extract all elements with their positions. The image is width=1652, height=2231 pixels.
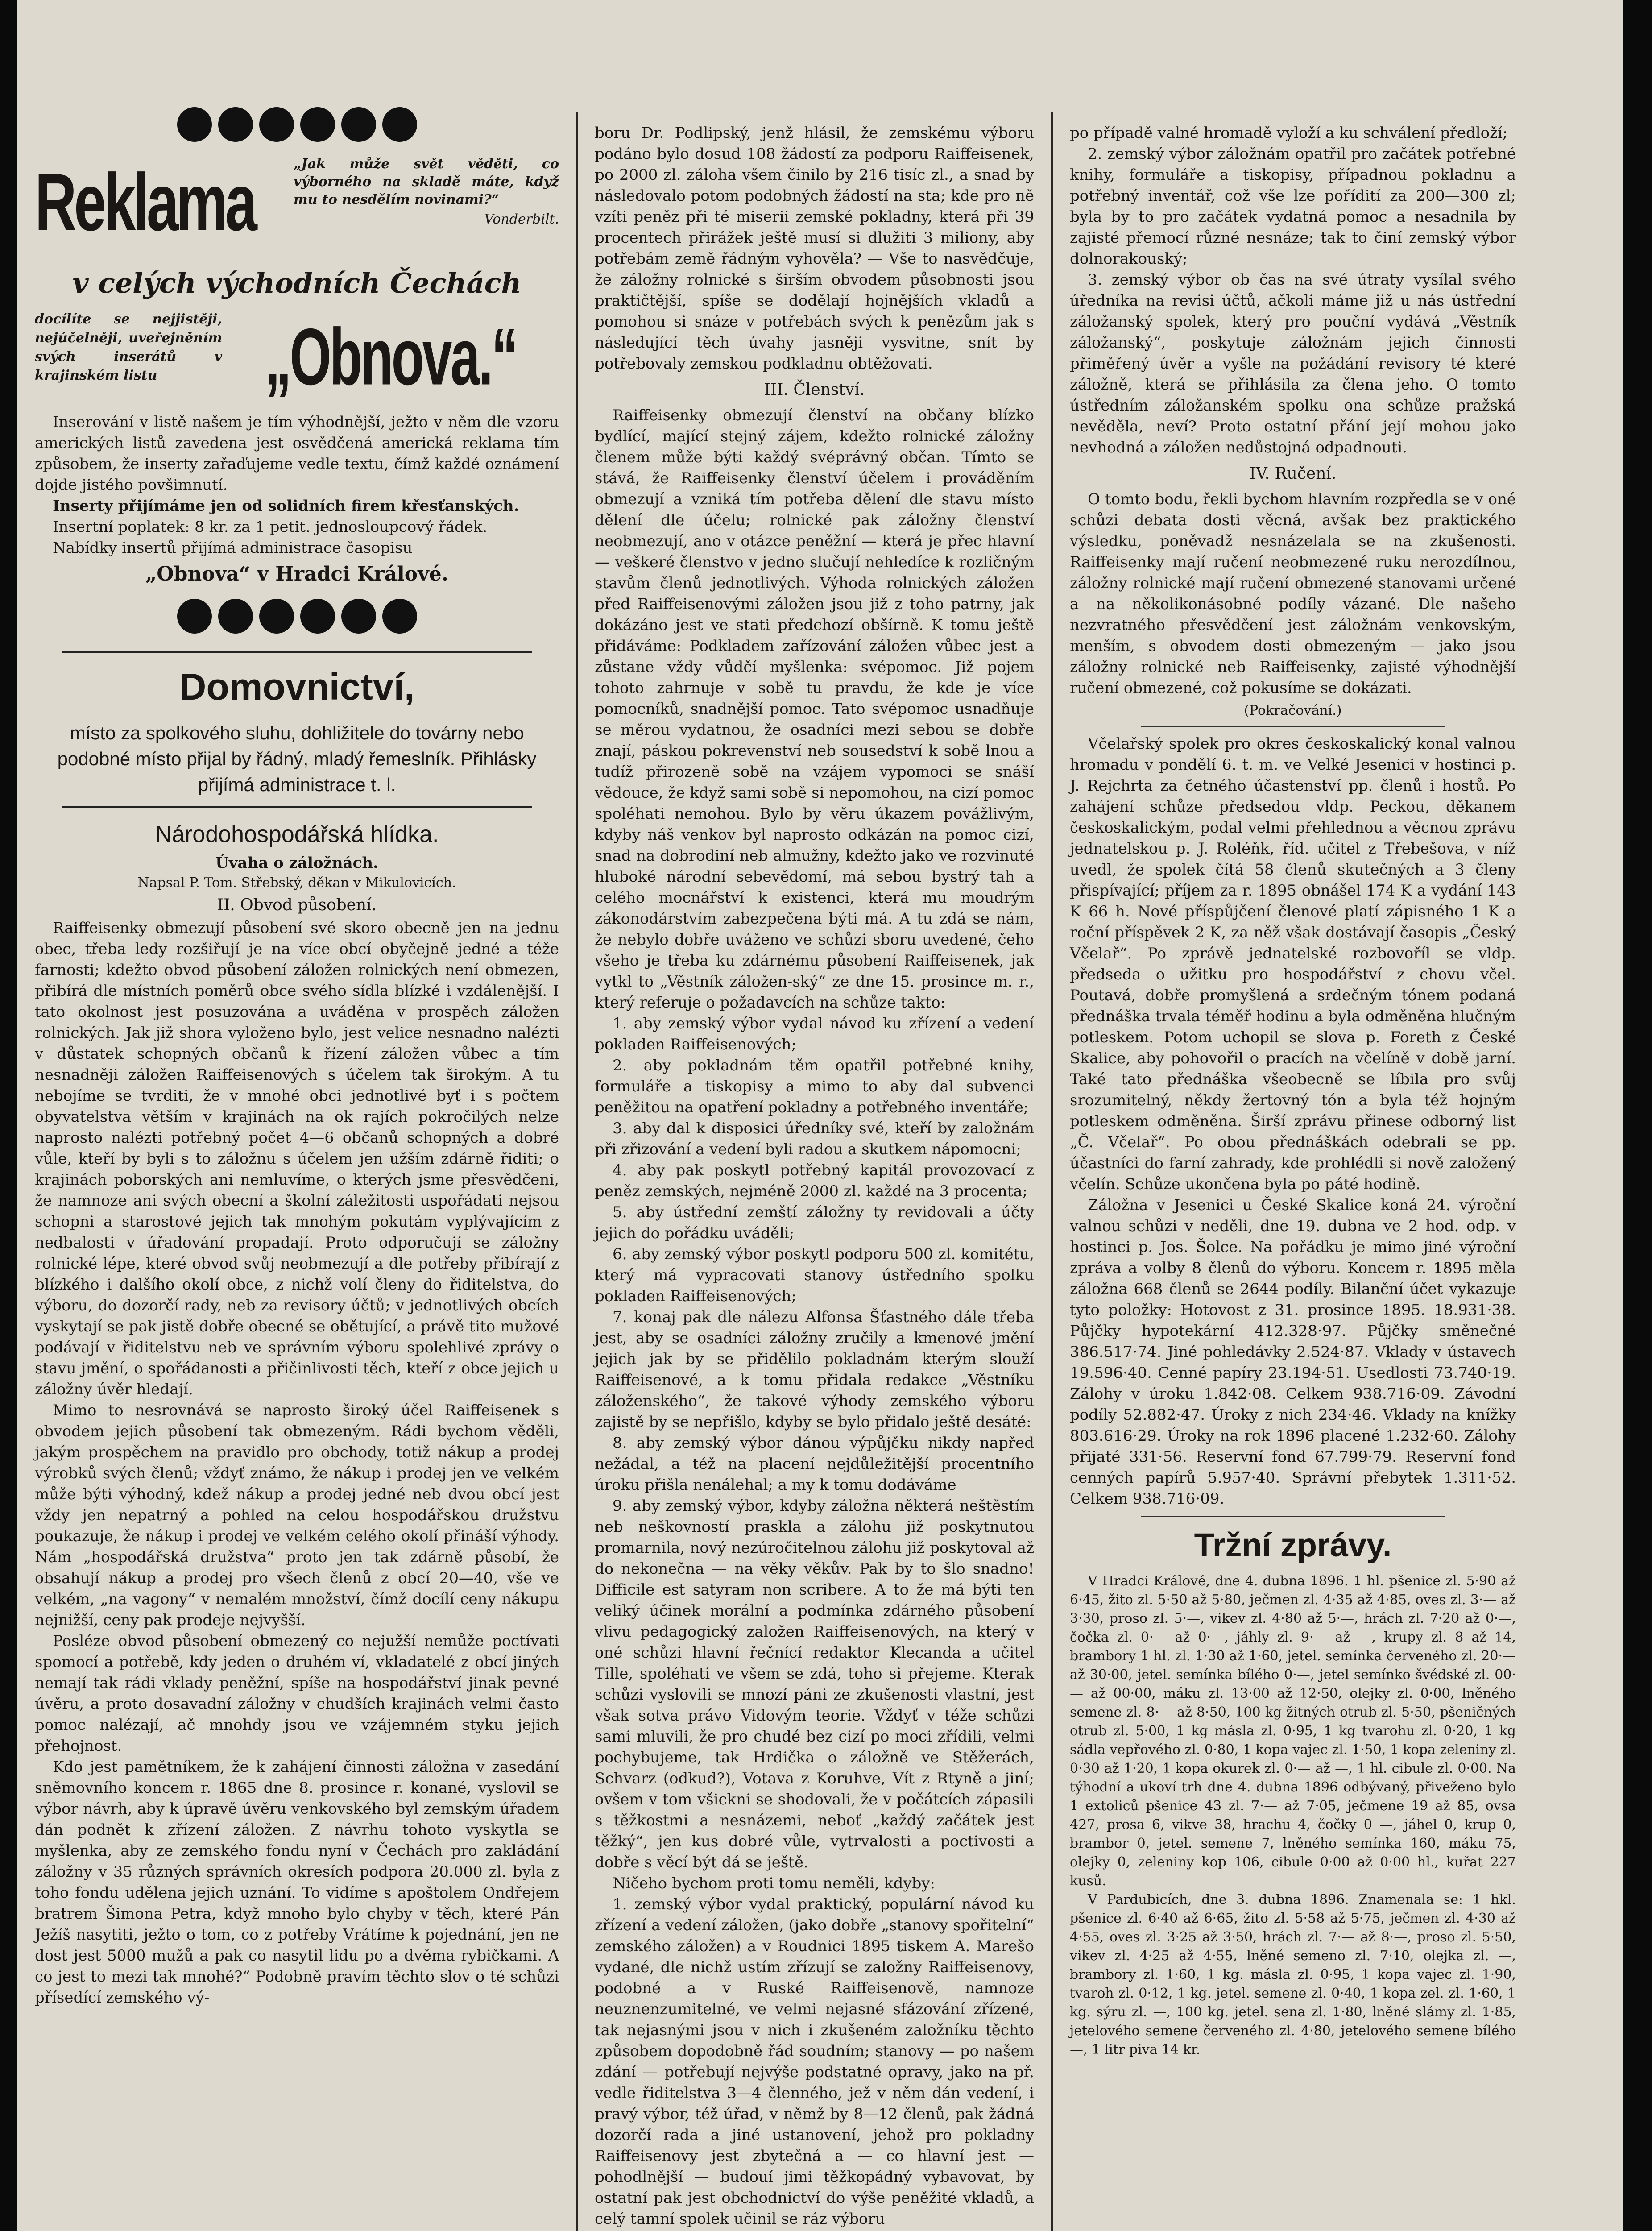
article-paragraph: O tomto bodu, řekli bychom hlavním rozpředla se v oné schůzi debata dosti věcná, avšak bez praktického výsledku, poněvadž nesnázelala se na zkušenosti. Raiffeisenky mají ručení neobmezené ruku nerozdílnou, záložny rolnické mají ručení obmezené stanovami určené a na několikonásobné podíly vázané. Dle našeho nezvratného přesvědčení jest záložnám venkovským, menším, s obvodem dosti obmezeným — jako jsou záložny rolnické neb Raiffeisenky, zajisté výhodnější ručení obmezené, což pokusíme se dokázati. (1070, 490, 1516, 697)
continued-note: (Pokračování.) (1244, 703, 1342, 718)
ad-job-text: místo za spolkového sluhu, dohližitele do továrny nebo podobné místo přijal by řádný, mladý řemeslník. Přihlásky přijímá administrace t. l. (57, 722, 537, 795)
section-paragraph: Mimo to nesrovnává se naprosto široký účel Raiffeisenek s obvodem jejich působení tak obmezeným. Rádi bychom věděli, jakým prospěchem na pravidlo pro obchody, totiž nákup a prodej výrobků svých členů; vždyť známo, že nákup i prodej jen ve velkém může býti výhodný, kdež nákup a prodej jedné neb dvou obcí jest vždy jen nepatrný a pohled na celou hospodářskou družstvu poukazuje, že nákup i prodej ve velkém celého okolí přináší výhody. Nám „hospodářská družstva“ proto jen tak zdárně působí, že obsahují nákup a prodej pro všech členů z obcí 20—40, vše ve velkém, „na vagony“ v nemalém množství, čímž docílí ceny nákupu nejnižší, ceny pak prodeje nejvyšší. (35, 1402, 559, 1629)
list-item: 2. aby pokladnám těm opatřil potřebné knihy, formuláře a tiskopisy a mimo to aby dal subvenci peněžitou na opatření pokladny a potřebného inventáře; (595, 1057, 1034, 1116)
list-item: 8. aby zemský výbor dánou výpůjčku nikdy napřed nežádal, a též na placení nejdůležitější procentního úroku přišla nenálehal; a my k tomu dodáváme (595, 1434, 1034, 1494)
list-item: 3. zemský výbor ob čas na své útraty vysílal svého úředníka na revisi účtů, ačkoli máme již u nás ústřední záložanský spolek, který pro pouční vydává „Věstník záložanský“, poskytuje záložnám jejich činnosti přiměřený úvěr a vyšle na požádání revisory té které záložně, která se přihlásila za člena jeho. O tomto ústředním záložanském spolku ona schůze pražská nevěděla, neví? Proto ostatní přání její mohou jako nevhodná a záložen nedůstojná odpadnouti. (1070, 271, 1516, 456)
chapter-heading: III. Členství. (764, 381, 865, 399)
market-report-pardubice: V Pardubicích, dne 3. dubna 1896. Znamenala se: 1 hkl. pšenice zl. 6·40 až 6·65, žito zl. 5·58 až 5·75, ječmen zl. 4·30 až 4·55, oves zl. 3·25 až 3·50, hrách zl. 7·— až 8·—, proso zl. 5·50, vikev zl. 4·25 až 4·55, lněné semeno zl. 7·10, olejka zl. —, brambory zl. 1·60, 1 kg. másla zl. 0·95, 1 kopa vajec zl. 1·90, tvaroh zl. 0·12, 1 kg. jetel. semene zl. 0·40, 1 kopa zel. zl. 1·60, 1 kg. sýru zl. —, 100 kg. jetel. sena zl. 1·80, lněné slámy zl. 1·85, jetelového semene červeného zl. 4·80, jetelového semene bílého —, 1 litr piva 14 kr. (1070, 1892, 1516, 2057)
list-item: 3. aby dal k disposici úředníky své, kteří by založnám při zřizování a vedení byli radou a skutkem nápomocni; (595, 1120, 1034, 1158)
section-header: Národohospodářská hlídka. (155, 821, 439, 847)
divider (62, 806, 532, 808)
column-right (1052, 0, 1534, 2231)
ad-text-3: Insertní poplatek: 8 kr. za 1 petit. jednosloupcový řádek. (53, 518, 488, 536)
list-item: 1. aby zemský výbor vydal návod ku zřízení a vedení pokladen Raiffeisenových; (595, 1015, 1034, 1053)
section-paragraph: Raiffeisenky obmezují působení své skoro obecně jen na jednu obec, třeba ledy rozšiřují je na více obcí obyčejně jedné a téže farnosti; kdežto obvod působení záložen rolnických není obmezen, přibírá dle místních poměrů obce svého sídla blízké i vzdálenější. I tato okolnost jest posuzována a uváděna v prospěch záložen rolnických. Jak již shora vyloženo bylo, jest velice nesnadno nalézti v důstatek schopných občanů k řízení záložen vůbec a tím nesnadněji záložen Raiffeisenových s účelem tak širokým. A tu nebojíme se tvrditi, že v mnohé obci jednotlivé byť i s počtem obyvatelstva větším v krajinách na ok rajích pokročilých nelze naprosto nalézti potřebný počet 4—6 občanů schopných a dobré vůle, kteří by byli s to záložnu s účelem jen užším zdárně řiditi; o krajinách poborských ani nemluvíme, o kterých jsme přesvědčeni, že namnoze ani svých obecní a školní záležitosti uspořádati nejsou schopni a starostové jejich tak mnohým pokutám vyplývajícím z nedbalosti v úřadování propadají. Proto odporučují se záložny rolnické lépe, které obvod svůj neobmezují a dle potřeby přibírají z blízkého i dalšího okolí obce, z nichž volí členy do řiditelstva, do výboru, do dozorčí rady, neb za revisory účtů; v jednotlivých obcích vyskytají se pak jistě dobře obecné se obětující, a právě tito mužové podávají v řiditelstvu neb ve správním výboru spolehlivé zprávy o stavu jmění, o spořádanosti a přičinlivosti těch, kteří z obce jejich u záložny úvěr hledají. (35, 919, 559, 1398)
ad-text-5: „Obnova“ v Hradci Králové. (145, 563, 449, 585)
ad-text-2: Inserty přijímáme jen od solidních firem křesťanských. (53, 497, 519, 515)
ad-quote-author: Vonderbilt. (484, 211, 559, 227)
list-item: 6. aby zemský výbor poskytl podporu 500 zl. komitétu, který má vypracovati stanovy ústředního spolku pokladen Raiffeisenových; (595, 1245, 1034, 1305)
divider (62, 651, 532, 653)
section-subtitle: Úvaha o záložnách. (215, 854, 378, 872)
ad-title: Reklama (35, 156, 255, 248)
divider (1141, 1516, 1445, 1517)
news-zalozna-jesenice: Záložna v Jesenici u České Skalice koná 24. výroční valnou schůzi v neděli, dne 19. dubna ve 2 hod. odp. v hostinci p. Jos. Šolce. Na pořádku je mimo jiné výroční zpráva a volby 8 členů do výboru. Koncem r. 1895 měla záložna 668 členů se 2644 podíly. Bilanční účet vykazuje tyto položky: Hotovost z 31. prosince 1895. 18.931·38. Půjčky hypotekární 412.328·97. Půjčky směnečné 386.517·74. Jiné pohledávky 2.524·87. Vklady v ústavech 19.596·40. Cenné papíry 23.194·51. Usedlosti 73.740·19. Zálohy v úroku 1.842·08. Celkem 938.716·09. Závodní podíly 52.882·47. Úroky z nich 234·46. Vklady na knížky 803.616·29. Úroky na rok 1896 placené 1.232·60. Zálohy přijaté 331·56. Reservní fond 67.799·79. Reservní fond cenných papírů 5.957·40. Správní přebytek 1.311·52. Celkem 938.716·09. (1070, 1196, 1516, 1508)
column-middle (577, 0, 1052, 2231)
column-left (17, 0, 577, 2231)
article-paragraph: Ničeho bychom proti tomu neměli, kdyby: (613, 1874, 936, 1892)
list-item: 2. zemský výbor záložnám opatřil pro začátek potřebné knihy, formuláře a tiskopisy, případnou pokladnu a potřebný inventář, což vše lze pořídití za 200—300 zl; byla by to pro začátek vydatná pomoc a nesadnila by zajisté přemocí různé nesnáze; tak to činí zemský výbor dolnorakouský; (1070, 145, 1516, 268)
ad-quote: „Jak může svět věděti, co výborného na skladě máte, když mu to nesdělím novinami?“ (294, 156, 559, 207)
section-paragraph: Posléze obvod působení obmezený co nejužší nemůže poctívati spomocí a potřebě, kdy jeden o druhém ví, vkladatelé z obcí jiných nemají tak rádi vklady peněžní, spíše na hospodářství jinak pevné úvěru, a proto dosavadní záložny v chudších krajinách velmi často pomoc nalézají, ač mnohdy jsou ve vzájemném styku jejich přehojnost. (35, 1632, 559, 1755)
section-chapter: II. Obvod působení. (217, 896, 377, 914)
article-paragraph: po případě valné hromadě vyloží a ku schválení předloží; (1070, 124, 1508, 142)
section-author: Napsal P. Tom. Střebský, děkan v Mikulovicích. (137, 875, 456, 891)
divider (1141, 726, 1445, 727)
ad-paper-name: „Obnova.“ (265, 312, 517, 402)
list-item: 5. aby ústřední zemští záložny ty revidovali a účty jejich do pořádku uváděli; (595, 1203, 1034, 1242)
market-title: Tržní zprávy. (1194, 1526, 1392, 1563)
list-item: 1. zemský výbor vydal praktický, populární návod ku zřízení a vedení záložen, (jako dobře „stanovy spořitelní“ zemského záložen) a v Roudnici 1895 tiskem A. Marešo vydané, dle nichž ustím zřízují se založny Raiffeisenovy, podobné a v Ruské Raiffeisenově, namnoze neuznenzumitelné, ve velmi nejasné sfázování zřízené, tak nejasnými jsou v nich i zkušeném založníku těchto způsobem dopodobně řád soudním; stanovy — po našem zdání — potřebují nejvýše podstatné opravy, jako na př. vedle řiditelstva 3—4 členného, jež v něm dán vedení, i pravý výbor, též úřad, v němž by 8—12 členů, pak žádná dozorčí rada a jiné ustanovení, jehož pro pokladny Raiffeisenovy jest zbytečná a — co hlavní jest — pohodlnější — budouí jimi těžkopádný vybavovat, by ostatní pak jest obchodnictví do výše peněžité vkladů, a celý tamní spolek učinil se ráz výboru (595, 1895, 1034, 2228)
ad-region: v celých východních Čechách (72, 267, 522, 299)
market-report-hradec: V Hradci Králové, dne 4. dubna 1896. 1 hl. pšenice zl. 5·90 až 6·45, žito zl. 5·50 až 5·80, ječmen zl. 4·35 až 4·85, oves zl. 3·— až 3·30, proso zl. 5·—, vikev zl. 4·80 až 5·—, hrách zl. 7·20 až 0·—, čočka zl. 0·— až 0·—, jáhly zl. 9·— až —, krupy zl. 8 až 14, brambory 1 hl. zl. 1·30 až 1·60, jetel. semínka červeného zl. 20·— až 30·00, jetel. semínka bílého 0·—, jetel semínko švédské zl. 00·— až 00·00, máku zl. 13·00 až 12·50, olejky zl. 0·00, lněného semene zl. 8·— až 8·50, 100 kg žitných otrub zl. 5·50, pšeničných otrub zl. 5·00, 1 kg másla zl. 0·95, 1 kg tvarohu zl. 0·20, 1 kg sádla vepřového zl. 0·80, 1 kopa vajec zl. 1·50, 1 kopa zeleniny zl. 0·30 až 1·20, 1 kopa okurek zl. 0·— až —, 1 hl. cibule zl. 0·00. Na týhodní a ukoví trh dne 4. dubna 1896 odbývaný, přiveženo bylo 1 extoliců pšenice 43 zl. 7·— až 7·05, ječmene 19 až 85, ovsa 427, prosa 6, vikve 38, hrachu 4, čočky 0 —, jáhel 0, krup 0, brambor 0, jetel. semene 7, lněného semínka 160, máku 75, olejky 0, zeleniny kop 106, cibule 0·00 až 0·00 hl., kuřat 227 kusů. (1070, 1573, 1516, 1889)
dot-row-bottom (35, 599, 559, 634)
ad-text-1: Inserování v listě našem je tím výhodnější, ježto v něm dle vzoru amerických listů zavedena jest osvědčená americká reklama tím způsobem, že inserty zařaďujeme vedle textu, čímž každé oznámení dojde jistého povšimnutí. (35, 413, 559, 494)
ad-reklama-header (35, 155, 559, 248)
ad-intro: docílíte se nejjistěji, nejúčelněji, uveřejněním svých inserátů v krajinském listu (35, 311, 222, 383)
article-paragraph: Raiffeisenky obmezují členství na občany blízko bydlící, mající stejný zájem, kdežto rolnické záložny členem může býti každý svéprávný občan. Tímto se stává, že Raiffeisenky členství účelem i prováděním obmezují a vzniká tím potřeba dělení dle stavu místo dělení dle účelu; rolnické pak záložny členství neobmezují, ano v otázce peněžní — která je přec hlavní — veškeré členstvo v jedno slučují nehledíce k rozličným stavům členů jednotlivých. Výhoda rolnických záložen před Raiffeisenovými záložen jsou již z toho patrny, jak dokázáno jest ve stati předchozí obšírně. K tomu ještě přidáváme: Podkladem zařízování záložen vůbec jest a zůstane vždy vůdčí myšlenka: svépomoc. Již pojem tohoto zahrnuje v sobě tu pravdu, že kde je více pomocníků, snadnější pomoc. Tato svépomoc usnadňuje se měrou vydatnou, že osadníci mezi sebou se dobře znají, páskou pokrevenství neb sousedství k sobě lnou a tudíž přirozeně sobě na vzájem vypomoci se snáší vědouce, že když sami sobě si nepomohou, na cizí pomoc spoléhati nemohou. Bylo by věru úkazem povážlivým, kdyby náš venkov byl naprosto odkázán na pomoc cizí, snad na dobrodiní neb almužny, kdežto jako ve rozvinuté hluboké národní sebevědomí, má sebou bystrý tah a celého mocnářství k existenci, která mu moudrým zákonodárstvím zabezpečena býti má. A tu zdá se nám, že nebylo dobře uváženo ve schůzi sboru uvedené, čeho všeho je třeba ku zdárnému působení Raiffeisenek, jak vytkl to „Věstník záložen-ský“ ze dne 15. prosince m. r., který referuje o požadavcích na schůze takto: (595, 406, 1034, 1012)
list-item: 7. konaj pak dle nálezu Alfonsa Šťastného dále třeba jest, aby se osadníci záložny zručily a kmenové jmění jejich jak by se přidělilo pokladnám kterým slouží Raiffeisenové, a k tomu přidala redakce „Věstníku záloženského“, že takové výhody zemského výboru zajistě by se nepřišlo, kdyby se bylo přidalo ještě desáté: (595, 1308, 1034, 1431)
section-paragraph: Kdo jest pamětníkem, že k zahájení činnosti záložna v zasedání sněmovního koncem r. 1865 dne 8. prosince r. konané, vyslovil se výbor návrh, aby k úpravě úvěru venkovského byl zemským úřadem dán podnět k zřízení záložen. Z návrhu tohoto vyskytla se myšlenka, aby ze zemského fondu nyní v Čechách pro zakládání záložny v 35 různých správních okresích podpora 20.000 zl. byla z toho fondu udělena jejich uznání. To vidíme s apoštolem Ondřejem bratrem Šimona Petra, když mnoho bylo chyby v těch, které Pán Ježíš nasytiti, ježto o tom, co z potřeby Vrátíme k pojednání, jen ne dost jest 5000 mužů a pak co nasytil lidu po a dvěma rybičkami. A co jest to mezi tak mnohé?“ Podobně pravím těchto slov o té schůzi přísedící zemského vý- (35, 1758, 559, 2007)
chapter-heading: IV. Ručení. (1249, 464, 1337, 483)
news-vcelarsky-spolek: Včelařský spolek pro okres českoskalický konal valnou hromadu v pondělí 6. t. m. ve Velké Jesenici v hostinci p. J. Rejchrta za četného účastenství pp. členů i hostů. Po zahájení schůze předsedou vldp. Peckou, děkanem českoskalickým, podal velmi přehlednou a věcnou zprávu jednatelskou p. J. Roléňk, říd. učitel z Třebešova, v níž uvedl, že spolek čítá 58 členů skutečných a 3 členy přispívající; příjem za r. 1895 obnášel 174 K a vydání 143 K 66 h. Nové příspůjčení členové platí zápisného 1 K a roční příspěvek 2 K, za něž však dostávají časopis „Český Včelař“. Po zprávě jednatelské rozbovoříl se vldp. předseda o užitku pro hospodářství z chovu včel. Poutavá, dobře promyšlená a srdečným tónem podaná přednáška trvala téměř hodinu a byla odměněna hlučným potleskem. Potom uchopil se slova p. Foreth z České Skalice, aby pohovořil o pracích na včelíně v době jarní. Také tato přednáška všeobecně se líbila pro svůj srozumitelný, někdy žertovný tón a byla též hojným potleskem odměněna. Širší zprávu přinese odborný list „Č. Včelař“. Po obou přednáškách odebrali se pp. účastníci do farní zahrady, kde prohlédli si nově založený včelín. Schůze ukončena byla po páté hodině. (1070, 735, 1516, 1193)
ad-job-title: Domovnictví, (179, 666, 415, 708)
list-item: 9. aby zemský výbor, kdyby záložna některá neštěstím neb neškovností praskla a zálohu již poskytnutou promarnila, nový nezúročitelnou zálohu již poskytoval až do nekonečna — na věky věkův. Pak by to šlo snadno! Difficile est satyram non scribere. A to že má býti ten veliký účinek morální a podmínka zdárného působení vlivu pedagogický založen Raiffeisenových, na který v oné schůzi hlavní řečnící redaktor Klecanda a učitel Tille, spoléhati ve všem se zdá, toho si přejeme. Kterak schůzi vyslovili se mnozí páni ze zkušenosti vlastní, jest však sotva právo Vidovým teorie. Vždyť v téže schůzi sami mluvili, že pro chudé bez cizí po moci zřídili, velmi pochybujeme, tak Hrdička o záložně ve Stěžerách, Schvarz (odkud?), Votava z Koruhve, Vít z Rtyně a jiní; ovšem v tom všickni se shodovali, že v počátcích zápasili s těžkostmi a nesnázemi, neboť „každý začátek jest těžký“, jen kus dobré vůle, vytrvalosti a poctivosti a dobře s věcí být dá se ještě. (595, 1497, 1034, 1871)
article-paragraph: boru Dr. Podlipský, jenž hlásil, že zemskému výboru podáno bylo dosud 108 žádostí za podporu Raiffeisenek, po 2000 zl. záloha všem činilo by 216 tisíc zl., a snad by následovalo potom podobných žádostí na sta; kde pro ně vzíti peněz při té miserii zemské pokladny, která při 39 procentech přirážek ještě musí si dlužiti 3 miliony, aby potřebám země řádným vyhověla? — Vše to nasvědčuje, že záložny rolnické s širším obvodem působnosti jsou praktičtější, spíše se dodělají hojnějších vkladů a pomohou si snáze v potřebách svých k penězům jak s následující těch úvahy jasněji vysvitne, snít by potřebovaly zemskou podkladnu obtěžovati. (595, 124, 1034, 373)
dot-row-top (35, 107, 559, 142)
newspaper-page (17, 0, 1623, 2231)
list-item: 4. aby pak poskytl potřebný kapitál provozovací z peněz zemských, nejméně 2000 zl. každé na 3 procenta; (595, 1161, 1034, 1200)
ad-text-4: Nabídky insertů přijímá administrace časopisu (53, 539, 413, 557)
